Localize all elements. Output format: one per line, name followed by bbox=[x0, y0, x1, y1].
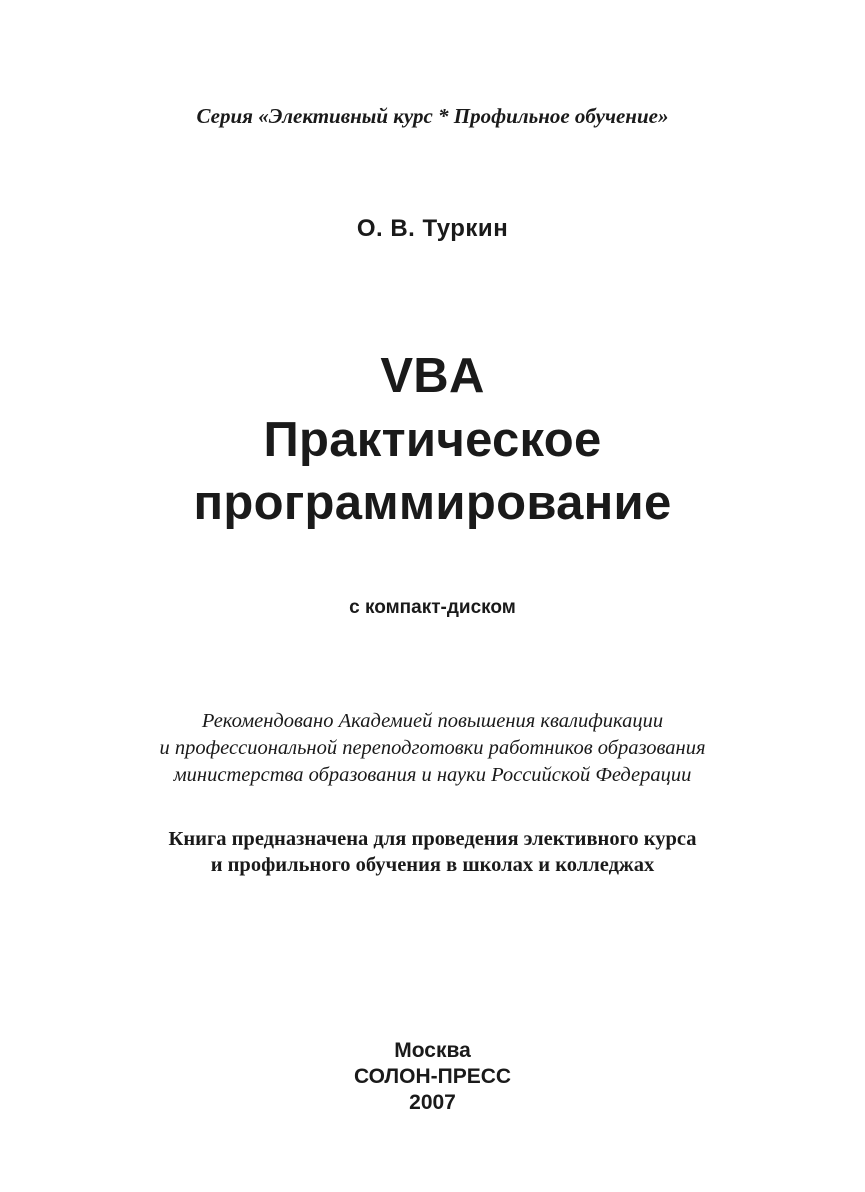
imprint-publisher: СОЛОН-ПРЕСС bbox=[353, 1065, 512, 1088]
author-name: О. В. Туркин bbox=[356, 215, 509, 242]
series-line: Серия «Элективный курс * Профильное обучение» bbox=[196, 104, 669, 128]
book-title-line-1: VBA bbox=[380, 349, 485, 403]
imprint-year: 2007 bbox=[409, 1091, 456, 1114]
recommendation-line-3: министерства образования и науки Российской Федерации bbox=[173, 764, 692, 786]
purpose-line-1: Книга предназначена для проведения элективного курса bbox=[168, 828, 697, 850]
recommendation-line-2: и профессиональной переподготовки работников образования bbox=[159, 737, 706, 759]
book-title-line-3: программирование bbox=[193, 476, 672, 530]
imprint-city: Москва bbox=[394, 1039, 471, 1062]
book-title-line-2: Практическое bbox=[263, 413, 602, 467]
subtitle: с компакт-диском bbox=[349, 597, 516, 618]
recommendation-line-1: Рекомендовано Академией повышения квалификации bbox=[201, 710, 664, 732]
purpose-line-2: и профильного обучения в школах и колледжах bbox=[210, 854, 655, 876]
